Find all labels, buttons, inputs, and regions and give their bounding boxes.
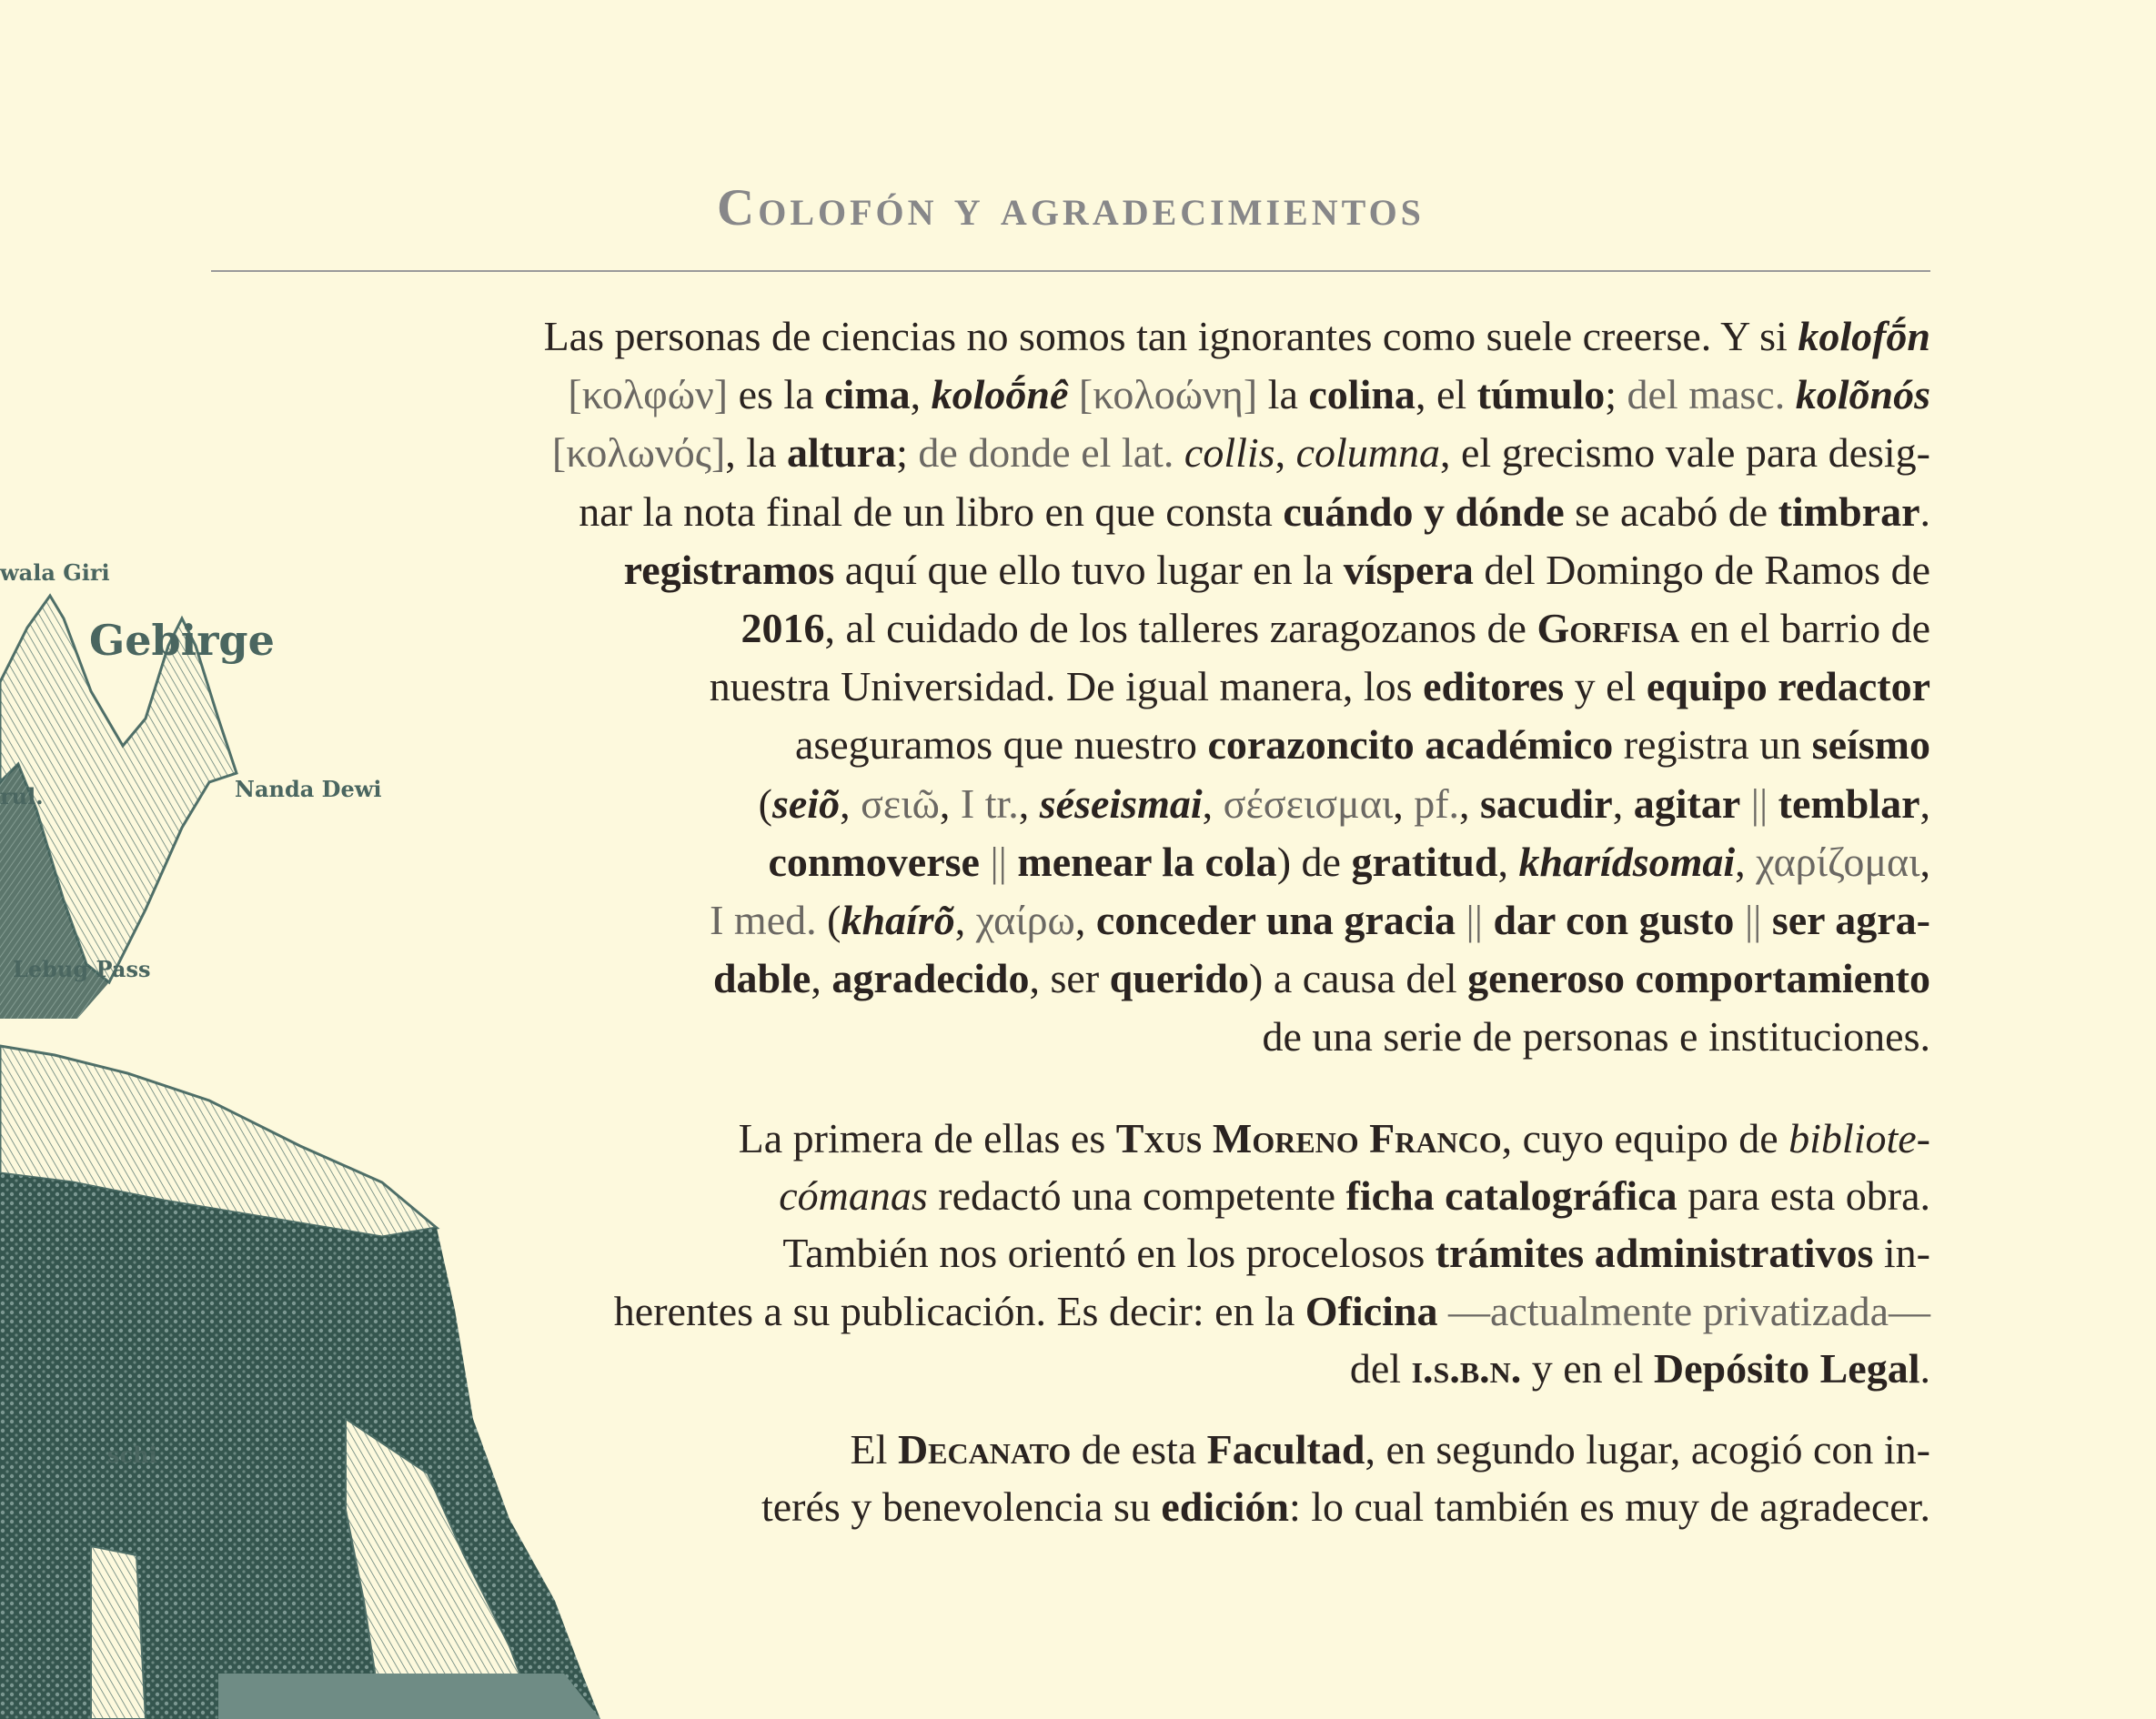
para1-line (544, 309, 1930, 364)
text-run: , cuyo equipo de (1501, 1115, 1789, 1161)
page-title: Colofón y agradecimientos (717, 179, 1425, 236)
styled-text-run: timbrar (1778, 488, 1920, 535)
styled-text-run: χαίρω (975, 897, 1075, 943)
para1-line (1263, 1010, 1931, 1064)
text-run: herentes a su publicación. Es decir: en la (613, 1287, 1305, 1334)
para2-line (782, 1226, 1930, 1281)
text-run: , (1919, 838, 1930, 885)
map-label: Nanda Dewi (235, 776, 382, 802)
text-run: La primera de ellas es (738, 1115, 1116, 1161)
para1-line (759, 777, 1930, 831)
text-run: , (910, 371, 932, 418)
styled-text-run: dable (712, 955, 811, 1002)
styled-text-run: σέσεισμαι (1223, 779, 1394, 827)
styled-text-run: temblar (1778, 779, 1920, 827)
para1-line (624, 543, 1930, 598)
text-run: y el (1564, 663, 1647, 710)
styled-text-run: cómanas (779, 1172, 928, 1220)
text-run: aseguramos que nuestro (794, 721, 1208, 769)
para1-line (579, 485, 1930, 539)
text-run: ) de (1276, 838, 1352, 885)
styled-text-run: —actualmente privatizada— (1447, 1287, 1930, 1334)
styled-text-run: menear la cola (1017, 838, 1277, 885)
styled-text-run: bibliote- (1788, 1115, 1930, 1161)
styled-text-run: || (1744, 897, 1762, 943)
text-run: , (954, 897, 976, 943)
styled-text-run: cuándo y dónde (1283, 488, 1565, 535)
styled-text-run: trámites administrativos (1435, 1230, 1874, 1277)
text-run (1785, 371, 1796, 417)
styled-text-run: gratitud (1351, 838, 1498, 885)
styled-text-run: 2016 (740, 605, 825, 651)
styled-text-run: ser agra- (1771, 897, 1930, 943)
map-label: Gebirge (89, 616, 275, 665)
styled-text-run: kharídsomai (1518, 838, 1736, 885)
title-rule (211, 270, 1930, 272)
text-run: in- (1873, 1230, 1930, 1277)
mountain-engraving (0, 509, 600, 1719)
styled-text-run: agitar (1633, 779, 1741, 827)
styled-text-run: dar con gusto (1493, 897, 1735, 943)
text-run: , (1274, 429, 1296, 477)
para3-line (761, 1480, 1930, 1534)
styled-text-run: [κολφών] (568, 371, 729, 418)
text-run: , (1497, 838, 1519, 885)
styled-text-run: cima (824, 371, 911, 418)
text-run (1456, 897, 1466, 943)
styled-text-run: i.s.b.n. (1411, 1344, 1522, 1392)
styled-text-run: koloṓnê (931, 371, 1069, 418)
styled-text-run: corazoncito académico (1207, 721, 1614, 769)
text-run: , (840, 779, 861, 827)
styled-text-run: kolõnós (1795, 371, 1930, 418)
map-label: rul. (0, 783, 44, 809)
styled-text-run: Depósito Legal (1653, 1344, 1920, 1392)
para1-line (795, 718, 1930, 772)
text-run: , en segundo lugar, acogió con in- (1365, 1426, 1930, 1473)
text-run: ( (816, 897, 841, 943)
styled-text-run: túmulo (1476, 371, 1606, 418)
styled-text-run: khaírõ (841, 897, 955, 943)
text-run: , (1612, 779, 1634, 827)
text-run: del Domingo de Ramos de (1473, 546, 1930, 593)
text-run (1740, 780, 1751, 827)
styled-text-run: conmoverse (768, 838, 980, 885)
styled-text-run: ficha catalográfica (1345, 1172, 1677, 1220)
text-run: , (1735, 838, 1757, 885)
text-run: y en el (1521, 1344, 1654, 1392)
styled-text-run: pf. (1414, 779, 1460, 827)
text-run: , (1393, 779, 1415, 827)
styled-text-run: Txus Moreno Franco (1115, 1115, 1502, 1161)
text-run: en el barrio de (1679, 605, 1930, 651)
text-run: registra un (1613, 721, 1812, 769)
text-run: se acabó de (1564, 488, 1778, 535)
styled-text-run: querido (1109, 955, 1250, 1002)
styled-text-run: [κολωνός] (551, 429, 726, 477)
styled-text-run: [κολοώνη] (1078, 371, 1258, 418)
text-run: , ser (1029, 955, 1110, 1002)
para1-line (710, 893, 1930, 948)
para3-line (851, 1422, 1930, 1477)
text-run: , (1074, 897, 1096, 943)
styled-text-run: || (1466, 897, 1483, 943)
map-label: wala Giri (0, 559, 110, 586)
text-run: , la (725, 429, 787, 477)
styled-text-run: I med. (710, 897, 817, 943)
styled-text-run: de donde el lat. (918, 429, 1174, 477)
text-run: : lo cual también es muy de agradecer. (1288, 1483, 1930, 1530)
styled-text-run: seísmo (1811, 721, 1930, 769)
text-run: , (939, 779, 961, 827)
text-run (980, 839, 991, 885)
styled-text-run: Oficina (1305, 1287, 1438, 1334)
text-run: , el grecismo vale para desig- (1440, 429, 1930, 477)
para1-line (710, 659, 1930, 714)
styled-text-run: edición (1161, 1483, 1289, 1530)
text-run: redactó una competente (927, 1172, 1346, 1220)
text-run (1761, 897, 1772, 943)
text-run: ) a causa del (1249, 955, 1468, 1002)
styled-text-run: del masc. (1627, 371, 1786, 418)
text-run: , al cuidado de los talleres zaragozanos de (824, 605, 1537, 651)
styled-text-run: kolofṓn (1798, 313, 1930, 359)
styled-text-run: equipo redactor (1646, 663, 1930, 710)
styled-text-run: altura (787, 429, 897, 477)
styled-text-run: Decanato (897, 1426, 1072, 1473)
para2-line (614, 1284, 1930, 1339)
styled-text-run: || (1750, 779, 1768, 827)
text-run: ( (758, 779, 772, 827)
para1-line (552, 426, 1930, 480)
styled-text-run: víspera (1343, 546, 1474, 593)
styled-text-run: || (990, 838, 1007, 885)
styled-text-run: agradecido (831, 955, 1030, 1002)
styled-text-run: sacudir (1480, 779, 1613, 827)
styled-text-run: seiõ (771, 779, 841, 827)
styled-text-run: columna (1295, 429, 1440, 477)
para1-line (768, 835, 1930, 890)
text-run: , (1919, 779, 1930, 827)
styled-text-run: colina (1308, 371, 1416, 418)
text-run: ; (896, 429, 919, 477)
styled-text-run: registramos (623, 546, 835, 593)
para2-line (779, 1169, 1930, 1223)
text-run (1437, 1288, 1448, 1334)
text-run: la (1257, 371, 1309, 418)
text-run: , (1202, 779, 1224, 827)
text-run: , el (1415, 371, 1477, 418)
text-run: . (1919, 488, 1930, 535)
text-run: terés y benevolencia su (761, 1483, 1162, 1530)
text-run: nar la nota final de un libro en que consta (579, 488, 1284, 535)
text-run: Las personas de ciencias no somos tan ignorantes como suele creerse. Y si (543, 313, 1798, 359)
text-run: , (1018, 779, 1040, 827)
text-run (1174, 429, 1184, 476)
styled-text-run: editores (1423, 663, 1565, 710)
para1-line (713, 951, 1930, 1006)
text-run: ; (1605, 371, 1627, 418)
text-run: de una serie de personas e instituciones. (1262, 1013, 1930, 1061)
styled-text-run: conceder una gracia (1095, 897, 1456, 943)
styled-text-run: Facultad (1206, 1426, 1365, 1473)
text-run (1734, 897, 1745, 943)
text-run: , (811, 955, 832, 1002)
map-label: schi (107, 1442, 157, 1468)
para2-line (739, 1111, 1930, 1166)
text-run: de esta (1071, 1426, 1207, 1473)
styled-text-run: I tr. (960, 779, 1019, 827)
text-run (1483, 897, 1494, 943)
text-run (1007, 839, 1018, 885)
para1-line (568, 367, 1930, 422)
map-label: Lebug Pass (13, 956, 151, 982)
para1-line (740, 601, 1930, 656)
text-run: , (1459, 779, 1481, 827)
text-run: También nos orientó en los procelosos (782, 1230, 1436, 1277)
para2-line (1350, 1342, 1930, 1396)
styled-text-run: generoso comportamiento (1467, 955, 1930, 1002)
text-run (1768, 780, 1778, 827)
text-run: nuestra Universidad. De igual manera, los (709, 663, 1424, 710)
styled-text-run: Gorfisa (1536, 605, 1680, 651)
text-run: aquí que ello tuvo lugar en la (834, 546, 1344, 593)
text-run: para esta obra. (1677, 1172, 1930, 1220)
text-run (1068, 371, 1079, 417)
text-run: del (1349, 1344, 1412, 1392)
text-run: es la (728, 371, 825, 418)
text-run: El (850, 1426, 898, 1473)
styled-text-run: σειῶ (861, 779, 940, 827)
styled-text-run: collis (1184, 429, 1275, 477)
styled-text-run: séseismai (1039, 779, 1203, 827)
text-run: . (1919, 1344, 1930, 1392)
styled-text-run: χαρίζομαι (1756, 838, 1920, 885)
